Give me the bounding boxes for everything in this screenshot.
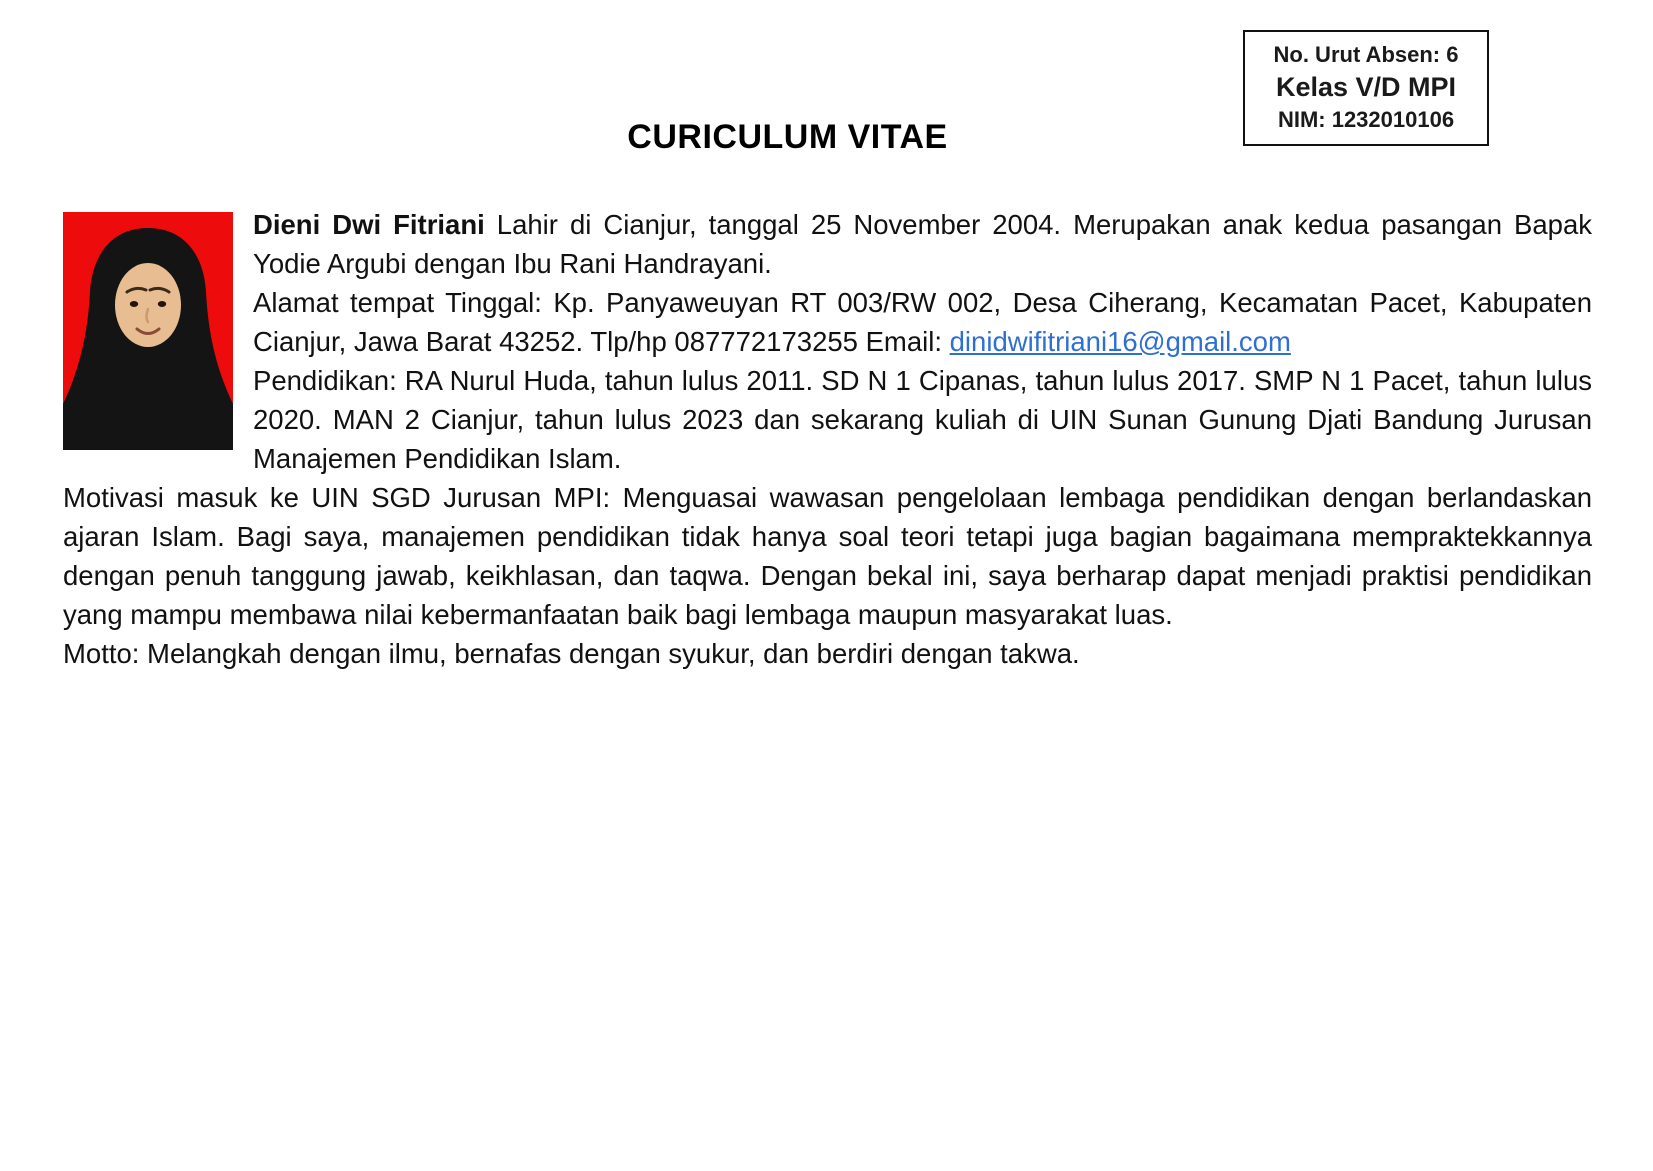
absence-number-label: No. Urut Absen: 6: [1273, 42, 1459, 67]
paragraph-address: [63, 283, 1592, 361]
portrait-illustration: [63, 212, 233, 450]
paragraph-motivation: Motivasi masuk ke UIN SGD Jurusan MPI: Menguasai wawasan pengelolaan lembaga pendidikan dengan berlandaskan ajaran Islam. Bagi saya, manajemen pendidikan tidak hanya soal teori tetapi juga bagian bagaimana mempraktekkannya dengan penuh tanggung jawab, keikhlasan, dan taqwa. Dengan bekal ini, saya berharap dapat menjadi praktisi pendidikan yang mampu membawa nilai kebermanfaatan baik bagi lembaga maupun masyarakat luas.: [63, 482, 1592, 630]
address-text: Alamat tempat Tinggal: Kp. Panyaweuyan RT 003/RW 002, Desa Ciherang, Kecamatan Pacet, Kabupaten Cianjur, Jawa Barat 43252. Tlp/hp 087772173255 Email:: [253, 287, 1592, 357]
page-title: CURICULUM VITAE: [627, 118, 948, 156]
person-name: Dieni Dwi Fitriani: [253, 209, 485, 240]
cv-body: [63, 205, 1592, 673]
paragraph-bio: [63, 205, 1592, 283]
bio-text: Lahir di Cianjur, tanggal 25 November 2004. Merupakan anak kedua pasangan Bapak Yodie Argubi dengan Ibu Rani Handrayani.: [253, 209, 1592, 279]
nim-label: NIM: 1232010106: [1277, 106, 1455, 132]
paragraph-motto: Motto: Melangkah dengan ilmu, bernafas dengan syukur, dan berdiri dengan takwa.: [63, 638, 1080, 669]
email-link[interactable]: dinidwifitriani16@gmail.com: [949, 326, 1291, 357]
paragraph-education: Pendidikan: RA Nurul Huda, tahun lulus 2011. SD N 1 Cipanas, tahun lulus 2017. SMP N 1 Pacet, tahun lulus 2020. MAN 2 Cianjur, tahun lulus 2023 dan sekarang kuliah di UIN Sunan Gunung Djati Bandung Jurusan Manajemen Pendidikan Islam.: [253, 365, 1592, 474]
profile-photo: [63, 212, 233, 450]
class-label: Kelas V/D MPI: [1275, 71, 1457, 102]
